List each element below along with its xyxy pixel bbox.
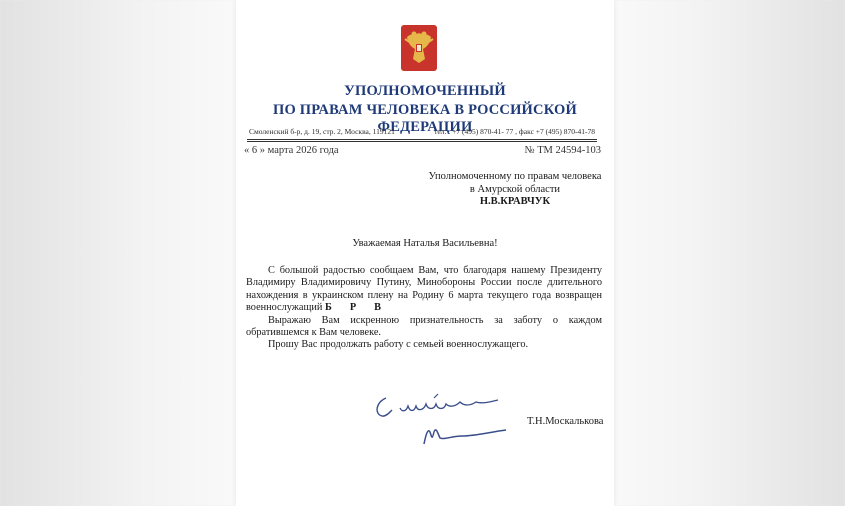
initial-2: Р — [349, 302, 357, 314]
recipient-line1: Уполномоченному по правам человека — [428, 171, 602, 182]
handwritten-signature — [372, 390, 512, 450]
body-paragraph — [246, 265, 602, 315]
body-paragraph: Выражаю Вам искренною признательность за заботу о каждом обратившемся к Вам человеке. — [246, 314, 602, 339]
initial-3: В — [374, 302, 381, 314]
letterhead-contacts — [247, 124, 597, 140]
letterhead-rule — [247, 139, 597, 140]
letter-date: « 6 » марта 2026 года — [244, 145, 339, 156]
signer-name: Т.Н.Москалькова — [527, 416, 604, 427]
letter-body — [246, 265, 602, 352]
recipient-line2: в Амурской области — [469, 183, 561, 195]
body-paragraph-text: С большой радостью сообщаем Вам, что благодаря нашему Президенту Владимиру Владимировичу Путину, Минобороны России после длительного нахождения в украинском плену на Родину 6 марта текущего года возвращен военнослужащий — [246, 265, 602, 314]
body-paragraph: Прошу Вас продолжать работу с семьей военнослужащего. — [268, 339, 529, 351]
letterhead-rule — [247, 141, 597, 142]
background-right — [605, 0, 845, 506]
recipient-name: Н.В.КРАВЧУК — [479, 196, 551, 207]
phone-fax-text: тел. : +7 (495) 870-41- 77 , факс +7 (495) 870-41-78 — [434, 127, 595, 136]
letter-number: № ТМ 24594-103 — [524, 145, 601, 156]
background-left — [0, 0, 240, 506]
initial-1: Б — [325, 302, 332, 314]
greeting: Уважаемая Наталья Васильевна! — [352, 238, 498, 249]
recipient-block — [420, 171, 610, 209]
address-text: Смоленский б-р, д. 19, стр. 2, Москва, 119121 — [249, 127, 395, 136]
organization-title-line2: ПО ПРАВАМ ЧЕЛОВЕКА В РОССИЙСКОЙ ФЕДЕРАЦИИ — [272, 102, 578, 135]
organization-title-line1: УПОЛНОМОЧЕННЫЙ — [344, 83, 506, 99]
coat-of-arms-icon — [401, 25, 437, 71]
